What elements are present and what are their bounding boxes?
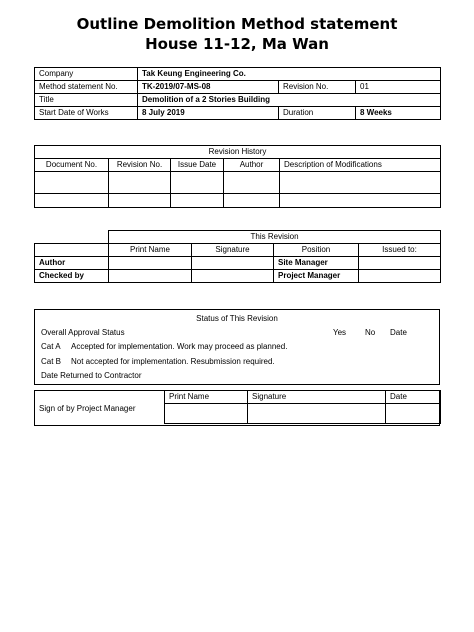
revision-history-table	[34, 145, 441, 208]
table-cell	[224, 172, 280, 194]
cat-a-text: Accepted for implementation. Work may proceed as planned.	[71, 342, 288, 351]
company-value: Tak Keung Engineering Co.	[138, 68, 441, 81]
signoff-signature-label: Signature	[248, 391, 386, 404]
yes-label: Yes	[333, 328, 347, 337]
table-cell	[280, 194, 441, 208]
table-cell	[171, 194, 224, 208]
checked-label: Checked by	[35, 270, 109, 283]
title-line-2: House 11-12, Ma Wan	[145, 35, 329, 53]
signoff-date-label: Date	[386, 391, 441, 404]
method-row	[35, 81, 441, 94]
author-signature	[192, 257, 274, 270]
author-label: Author	[35, 257, 109, 270]
start-label: Start Date of Works	[35, 107, 138, 120]
signoff-table	[164, 390, 441, 424]
blank-corner	[35, 231, 109, 244]
revision-history-heading: Revision History	[35, 146, 441, 159]
col-print-name: Print Name	[109, 244, 192, 257]
signoff-date-field	[386, 404, 441, 424]
col-author: Author	[224, 159, 280, 172]
title-line-1: Outline Demolition Method statement	[76, 15, 398, 33]
table-cell	[280, 172, 441, 194]
signoff-print-name-field	[165, 404, 248, 424]
table-row	[35, 194, 441, 208]
col-issue-date: Issue Date	[171, 159, 224, 172]
cat-b-line	[41, 357, 275, 366]
no-label: No	[365, 328, 376, 337]
method-value: TK-2019/07-MS-08	[138, 81, 279, 94]
overall-status-label: Overall Approval Status	[41, 328, 125, 337]
author-print-name	[109, 257, 192, 270]
this-revision-heading: This Revision	[109, 231, 441, 244]
date-returned-label: Date Returned to Contractor	[41, 371, 142, 380]
revision-value: 01	[356, 81, 441, 94]
method-label: Method statement No.	[35, 81, 138, 94]
page-title	[0, 14, 474, 54]
signoff-print-name-label: Print Name	[165, 391, 248, 404]
col-position: Position	[274, 244, 359, 257]
author-row	[35, 257, 441, 270]
start-value: 8 July 2019	[138, 107, 279, 120]
col-signature: Signature	[192, 244, 274, 257]
col-document-no: Document No.	[35, 159, 109, 172]
info-table	[34, 67, 441, 120]
start-row	[35, 107, 441, 120]
cat-a-key: Cat A	[41, 342, 61, 351]
this-revision-header	[35, 244, 441, 257]
company-row	[35, 68, 441, 81]
cat-b-text: Not accepted for implementation. Resubmission required.	[71, 357, 275, 366]
company-label: Company	[35, 68, 138, 81]
cat-b-key: Cat B	[41, 357, 62, 366]
table-row	[35, 172, 441, 194]
col-revision-no: Revision No.	[109, 159, 171, 172]
duration-value: 8 Weeks	[356, 107, 441, 120]
author-issued-to	[359, 257, 441, 270]
table-cell	[35, 172, 109, 194]
checked-signature	[192, 270, 274, 283]
site-manager-label: Site Manager	[274, 257, 359, 270]
cat-a-line	[41, 342, 287, 351]
this-revision-table	[34, 230, 441, 283]
project-manager-label: Project Manager	[274, 270, 359, 283]
title-value: Demolition of a 2 Stories Building	[138, 94, 441, 107]
table-cell	[109, 172, 171, 194]
signoff-label: Sign of by Project Manager	[39, 404, 136, 413]
col-issued-to: Issued to:	[359, 244, 441, 257]
checked-row	[35, 270, 441, 283]
date-label: Date	[390, 328, 407, 337]
table-cell	[224, 194, 280, 208]
signoff-signature-field	[248, 404, 386, 424]
table-cell	[109, 194, 171, 208]
col-description: Description of Modifications	[280, 159, 441, 172]
status-heading: Status of This Revision	[196, 314, 278, 323]
title-label: Title	[35, 94, 138, 107]
revision-label: Revision No.	[279, 81, 356, 94]
table-cell	[35, 194, 109, 208]
title-row	[35, 94, 441, 107]
duration-label: Duration	[279, 107, 356, 120]
revision-history-header	[35, 159, 441, 172]
checked-issued-to	[359, 270, 441, 283]
status-box	[34, 309, 440, 385]
blank-cell	[35, 244, 109, 257]
table-cell	[171, 172, 224, 194]
checked-print-name	[109, 270, 192, 283]
